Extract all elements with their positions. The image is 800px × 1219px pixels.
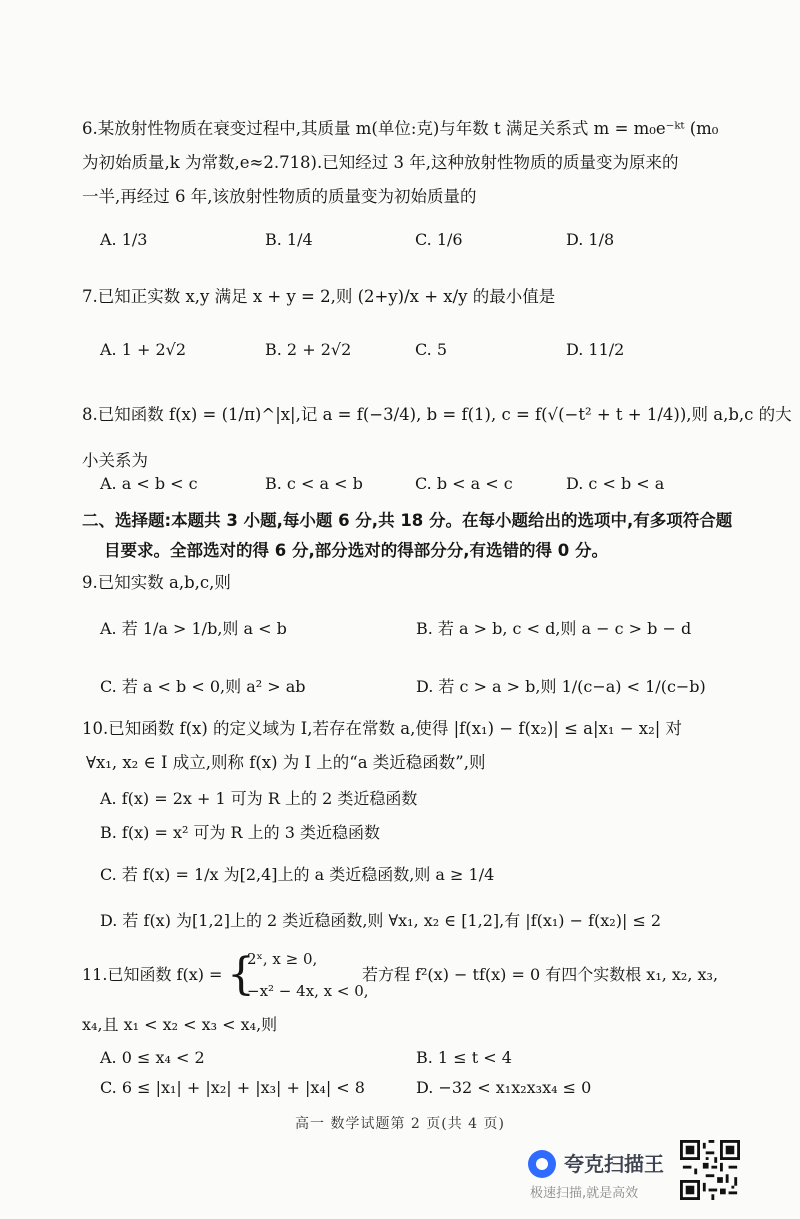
option-b: B. 1/4 [265, 230, 313, 249]
question-text: 一半,再经过 6 年,该放射性物质的质量变为初始质量的 [82, 187, 477, 206]
question-10 [82, 712, 742, 780]
option-d: D. −32 < x₁x₂x₃x₄ ≤ 0 [416, 1078, 592, 1097]
section-text: 二、选择题:本题共 3 小题,每小题 6 分,共 18 分。在每小题给出的选项中,有多项符合题 [82, 511, 733, 530]
option-c: C. b < a < c [415, 474, 513, 493]
piecewise-case-2: −x² − 4x, x < 0, [247, 982, 369, 1000]
question-text: 8.已知函数 f(x) = (1/π)^|x|,记 a = f(−3/4), b = f(1), c = f(√(−t² + t + 1/4)),则 a,b,c 的大 [82, 405, 792, 424]
option-b: B. 2 + 2√2 [265, 340, 352, 359]
question-text: 小关系为 [82, 451, 148, 470]
option-a: A. 若 1/a > 1/b,则 a < b [100, 619, 287, 638]
option-d: D. 1/8 [566, 230, 615, 249]
option-a: A. 1 + 2√2 [100, 340, 187, 359]
question-text: 6.某放射性物质在衰变过程中,其质量 m(单位:克)与年数 t 满足关系式 m = m₀e⁻ᵏᵗ (m₀ [82, 119, 719, 138]
question-text: 11.已知函数 f(x) = [82, 965, 223, 984]
scanner-watermark [528, 1142, 678, 1202]
page-footer: 高一 数学试题第 2 页(共 4 页) [295, 1116, 505, 1132]
brand-slogan: 极速扫描,就是高效 [530, 1186, 639, 1201]
option-c: C. 若 f(x) = 1/x 为[2,4]上的 a 类近稳函数,则 a ≥ 1/4 [100, 865, 495, 884]
section-heading [82, 506, 762, 566]
option-c: C. 6 ≤ |x₁| + |x₂| + |x₃| + |x₄| < 8 [100, 1078, 365, 1097]
section-text: 目要求。全部选对的得 6 分,部分选对的得部分分,有选错的得 0 分。 [104, 541, 608, 560]
quark-logo-icon [528, 1150, 556, 1178]
question-8 [82, 392, 792, 484]
option-d: D. 若 f(x) 为[1,2]上的 2 类近稳函数,则 ∀x₁, x₂ ∈ [1,2],有 |f(x₁) − f(x₂)| ≤ 2 [100, 911, 662, 930]
question-text: 10.已知函数 f(x) 的定义域为 I,若存在常数 a,使得 |f(x₁) − f(x₂)| ≤ a|x₁ − x₂| 对 [82, 719, 683, 738]
option-a: A. f(x) = 2x + 1 可为 R 上的 2 类近稳函数 [100, 789, 418, 808]
question-9 [82, 566, 742, 600]
question-text: ∀x₁, x₂ ∈ I 成立,则称 f(x) 为 I 上的“a 类近稳函数”,则 [86, 753, 486, 772]
option-a: A. a < b < c [100, 474, 198, 493]
brace-icon: { [227, 949, 255, 1000]
option-d: D. 11/2 [566, 340, 625, 359]
piecewise-case-1: 2ˣ, x ≥ 0, [247, 950, 318, 968]
option-c: C. 1/6 [415, 230, 463, 249]
question-text: 为初始质量,k 为常数,e≈2.718).已知经过 3 年,这种放射性物质的质量变为原来的 [82, 153, 679, 172]
option-b: B. 若 a > b, c < d,则 a − c > b − d [416, 619, 692, 638]
question-text: 9.已知实数 a,b,c,则 [82, 573, 231, 592]
question-text: 7.已知正实数 x,y 满足 x + y = 2,则 (2+y)/x + x/y 的最小值是 [82, 287, 556, 306]
option-a: A. 1/3 [100, 230, 148, 249]
option-a: A. 0 ≤ x₄ < 2 [100, 1048, 205, 1067]
question-text: x₄,且 x₁ < x₂ < x₃ < x₄,则 [82, 1015, 278, 1034]
option-c: C. 5 [415, 340, 448, 359]
question-6 [82, 112, 742, 214]
option-d: D. 若 c > a > b,则 1/(c−a) < 1/(c−b) [416, 677, 706, 696]
option-b: B. 1 ≤ t < 4 [416, 1048, 512, 1067]
brand-name: 夸克扫描王 [564, 1152, 664, 1176]
question-7 [82, 280, 742, 314]
option-b: B. f(x) = x² 可为 R 上的 3 类近稳函数 [100, 823, 381, 842]
qr-code-icon [680, 1140, 740, 1200]
question-text: 若方程 f²(x) − tf(x) = 0 有四个实数根 x₁, x₂, x₃, [362, 965, 719, 984]
option-b: B. c < a < b [265, 474, 363, 493]
option-c: C. 若 a < b < 0,则 a² > ab [100, 677, 306, 696]
option-d: D. c < b < a [566, 474, 665, 493]
